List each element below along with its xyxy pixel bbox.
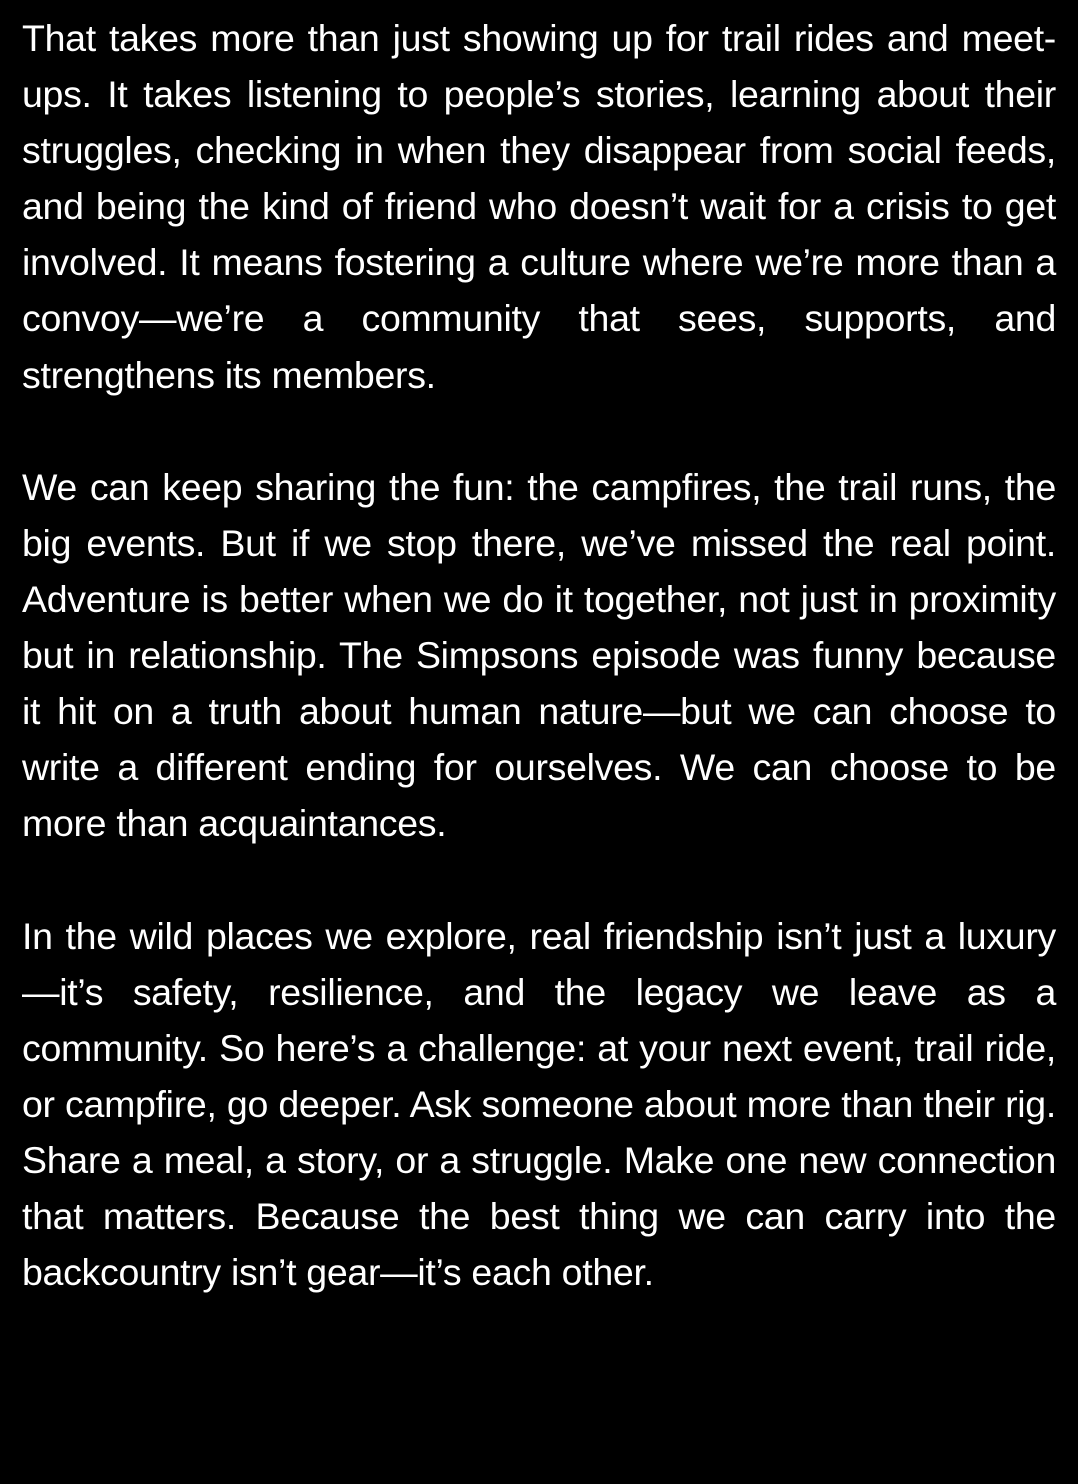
- paragraph-challenge: In the wild places we explore, real friendship isn’t just a luxury—it’s safety, resilience, and the legacy we leave as a community. So here’s a challenge: at your next event, trail ride, or campfire, go deeper. Ask someone about more than their rig. Share a meal, a story, or a struggle. Make one new connection that matters. Because the best thing we can carry into the backcountry isn’t gear—it’s each other.: [22, 914, 1056, 1294]
- paragraph-community: That takes more than just showing up for trail rides and meet-ups. It takes listening to people’s stories, learning about their struggles, checking in when they disappear from social feeds, and being the kind of friend who doesn’t wait for a crisis to get involved. It means fostering a culture where we’re more than a convoy—we’re a community that sees, supports, and strengthens its members.: [22, 17, 1056, 396]
- article-body: [22, 10, 1056, 1300]
- paragraph-adventure: We can keep sharing the fun: the campfires, the trail runs, the big events. But if we stop there, we’ve missed the real point. Adventure is better when we do it together, not just in proximity but in relationship. The Simpsons episode was funny because it hit on a truth about human nature—but we can choose to write a different ending for ourselves. We can choose to be more than acquaintances.: [22, 465, 1056, 845]
